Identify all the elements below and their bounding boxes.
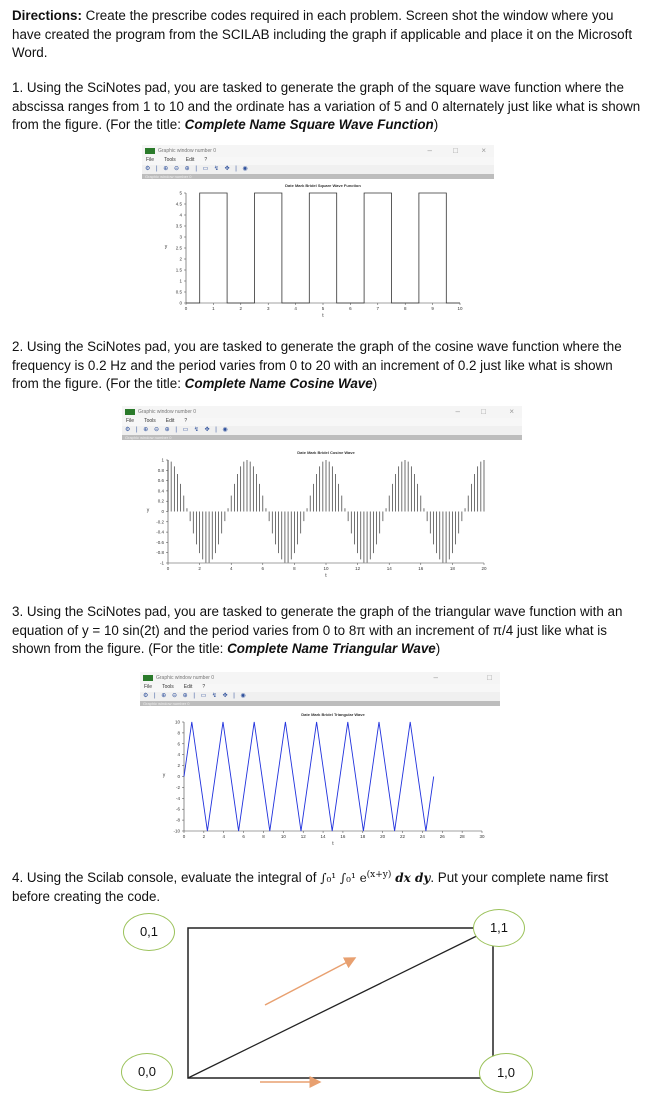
menu-tools[interactable]: Tools bbox=[162, 684, 174, 690]
close-icon[interactable]: × bbox=[481, 146, 486, 155]
y-tick-label: 4 bbox=[179, 212, 182, 218]
x-tick-label: 0 bbox=[166, 566, 170, 571]
minimize-icon[interactable]: – bbox=[433, 673, 438, 682]
corner-label-0-0: 0,0 bbox=[121, 1053, 173, 1091]
square-wave-series bbox=[186, 193, 460, 303]
menu-tools[interactable]: Tools bbox=[164, 157, 176, 163]
y-tick-label: 0.8 bbox=[157, 467, 164, 473]
x-tick-label: 4 bbox=[222, 834, 225, 839]
x-tick-label: 10 bbox=[280, 834, 286, 839]
menu-help[interactable]: ? bbox=[202, 684, 206, 690]
y-axis-label: y bbox=[162, 772, 166, 779]
integral-expression bbox=[320, 871, 430, 885]
x-tick-label: 3 bbox=[266, 306, 270, 311]
window-titlebar bbox=[122, 406, 522, 418]
directions-label: Directions: bbox=[12, 8, 82, 23]
x-tick-label: 26 bbox=[439, 834, 445, 839]
y-tick-label: -2 bbox=[175, 784, 180, 790]
directions-text: Create the prescribe codes required in each problem. Screen shot the window where you have created the program from the SCILAB including the graph if applicable and place it on the Microsoft Word. bbox=[12, 8, 633, 60]
chart-title: Date Mark Bridel Square Wave Function bbox=[285, 183, 361, 188]
minimize-icon[interactable]: – bbox=[427, 146, 432, 155]
y-tick-label: 0.5 bbox=[175, 289, 182, 295]
corner-label-0-1: 0,1 bbox=[123, 913, 175, 951]
cosine-wave-chart bbox=[122, 440, 522, 581]
y-tick-label: 4.5 bbox=[175, 201, 182, 207]
window-titlebar bbox=[142, 145, 494, 157]
corner-label-1-1: 1,1 bbox=[473, 909, 525, 947]
problem-3-title-hint: Complete Name Triangular Wave bbox=[227, 641, 436, 656]
y-tick-label: 1.5 bbox=[175, 267, 182, 273]
close-icon[interactable]: × bbox=[509, 407, 514, 416]
x-tick-label: 1 bbox=[212, 306, 215, 311]
menubar bbox=[122, 418, 522, 426]
x-tick-label: 8 bbox=[262, 834, 265, 839]
problem-1-body: 1. Using the SciNotes pad, you are tasked to generate the graph of the square wave function where the abscissa ranges from 1 to 10 and the ordinate has a variation of 5 and 0 alternately just like what is shown from the figure. (For the title: bbox=[12, 80, 641, 132]
scilab-logo-icon bbox=[143, 675, 153, 681]
y-tick-label: -6 bbox=[175, 806, 180, 812]
problem-1-close: ) bbox=[433, 117, 439, 132]
y-tick-label: 6 bbox=[177, 741, 180, 747]
problem-3-text bbox=[12, 603, 642, 659]
problem-2-text bbox=[12, 338, 642, 394]
chart-title: Date Mark Bridel Cosine Wave bbox=[297, 450, 355, 455]
maximize-icon[interactable]: □ bbox=[453, 146, 458, 155]
problem-4-body: 4. Using the Scilab console, evaluate the integral of bbox=[12, 870, 321, 885]
x-tick-label: 9 bbox=[431, 306, 434, 311]
corner-label-1-0: 1,0 bbox=[479, 1053, 533, 1093]
graphic-window-2 bbox=[122, 406, 522, 581]
y-tick-label: 2 bbox=[179, 256, 182, 262]
problem-4-text bbox=[12, 866, 642, 906]
unit-square-diagram bbox=[0, 905, 666, 1115]
x-axis-label: t bbox=[322, 313, 324, 319]
y-tick-label: 0 bbox=[161, 509, 164, 514]
problem-3-close: ) bbox=[435, 641, 441, 656]
directions-paragraph bbox=[12, 7, 642, 63]
y-tick-label: 8 bbox=[177, 730, 180, 736]
menu-help[interactable]: ? bbox=[204, 157, 208, 163]
x-tick-label: 14 bbox=[320, 834, 326, 839]
x-tick-label: 2 bbox=[198, 566, 201, 571]
x-axis-label: t bbox=[325, 573, 327, 579]
y-axis-label: y bbox=[146, 507, 150, 514]
chart-title: Date Mark Bridel Triangular Wave bbox=[301, 712, 365, 717]
problem-1-text bbox=[12, 79, 642, 135]
y-tick-label: 1 bbox=[179, 278, 182, 284]
toolbar[interactable]: ⚙ | ⊕ ⊖ ⊕ | ▭ ↯ ✥ | ◉ bbox=[142, 165, 494, 174]
x-tick-label: 5 bbox=[321, 306, 325, 311]
x-tick-label: 8 bbox=[403, 306, 407, 311]
minimize-icon[interactable]: – bbox=[455, 407, 460, 416]
x-tick-label: 0 bbox=[182, 834, 186, 839]
x-tick-label: 6 bbox=[349, 306, 352, 311]
triangular-wave-chart bbox=[140, 706, 500, 847]
x-tick-label: 4 bbox=[294, 306, 297, 311]
menu-help[interactable]: ? bbox=[184, 418, 188, 424]
y-tick-label: 2 bbox=[177, 763, 180, 769]
x-axis-label: t bbox=[332, 841, 334, 847]
x-tick-label: 18 bbox=[360, 834, 366, 839]
menu-file[interactable]: File bbox=[144, 684, 153, 690]
y-tick-label: -0.4 bbox=[156, 529, 164, 535]
x-tick-label: 14 bbox=[386, 566, 392, 571]
integral-exponent: (x+y) bbox=[366, 870, 392, 880]
problem-1-title-hint: Complete Name Square Wave Function bbox=[184, 117, 434, 132]
integral-differentials: dx dy bbox=[395, 871, 431, 885]
x-tick-label: 30 bbox=[479, 834, 485, 839]
x-tick-label: 20 bbox=[481, 566, 487, 571]
maximize-icon[interactable]: □ bbox=[487, 673, 492, 682]
y-tick-label: -0.6 bbox=[156, 539, 164, 545]
maximize-icon[interactable]: □ bbox=[481, 407, 486, 416]
statusbar: Graphic window number 0 bbox=[142, 174, 494, 179]
scilab-logo-icon bbox=[125, 409, 135, 415]
y-tick-label: 0.2 bbox=[157, 498, 164, 504]
problem-2-close: ) bbox=[372, 376, 378, 391]
x-tick-label: 12 bbox=[300, 834, 306, 839]
menu-edit[interactable]: Edit bbox=[165, 418, 175, 424]
x-tick-label: 16 bbox=[418, 566, 424, 571]
window-title: Graphic window number 0 bbox=[138, 409, 197, 415]
problem-2-body: 2. Using the SciNotes pad, you are tasked to generate the graph of the cosine wave function where the frequency is 0.2 Hz and the period varies from 0 to 20 with an increment of 0.2 just like what is shown from the figure. (For the title: bbox=[12, 339, 622, 391]
y-tick-label: -8 bbox=[175, 817, 180, 823]
menu-edit[interactable]: Edit bbox=[183, 684, 193, 690]
window-title: Graphic window number 0 bbox=[156, 675, 215, 681]
y-tick-label: 0 bbox=[177, 774, 180, 779]
toolbar[interactable]: ⚙ | ⊕ ⊖ ⊕ | ▭ ↯ ✥ | ◉ bbox=[140, 692, 500, 701]
y-tick-label: -4 bbox=[175, 795, 180, 801]
y-tick-label: 2.5 bbox=[175, 245, 182, 251]
x-tick-label: 6 bbox=[261, 566, 265, 571]
x-tick-label: 22 bbox=[400, 834, 406, 839]
window-title: Graphic window number 0 bbox=[158, 148, 217, 154]
integral-sign: ∫₀¹ ∫₀¹ e bbox=[320, 871, 367, 885]
x-tick-label: 28 bbox=[459, 834, 465, 839]
y-tick-label: 0.6 bbox=[157, 478, 164, 484]
x-tick-label: 20 bbox=[380, 834, 386, 839]
x-tick-label: 0 bbox=[184, 306, 188, 311]
triangular-wave-series bbox=[184, 722, 434, 831]
x-tick-label: 2 bbox=[202, 834, 206, 839]
y-tick-label: 4 bbox=[177, 752, 180, 758]
y-tick-label: 0 bbox=[179, 300, 182, 306]
problem-3-body: 3. Using the SciNotes pad, you are tasked to generate the graph of the triangular wave function with an equation of y = 10 sin(2t) and the period varies from 0 to 8π with an increment of π/4 just like what is shown from the figure. (For the title: bbox=[12, 604, 623, 656]
y-tick-label: 10 bbox=[174, 719, 180, 725]
x-tick-label: 2 bbox=[239, 306, 243, 311]
menu-tools[interactable]: Tools bbox=[144, 418, 156, 424]
y-tick-label: 0.4 bbox=[157, 488, 164, 494]
graphic-window-1 bbox=[142, 145, 494, 320]
y-tick-label: 3.5 bbox=[175, 223, 182, 229]
x-tick-label: 12 bbox=[355, 566, 361, 571]
y-tick-label: -0.2 bbox=[156, 519, 164, 525]
y-tick-label: 1 bbox=[161, 457, 164, 463]
problem-2-title-hint: Complete Name Cosine Wave bbox=[184, 376, 373, 391]
y-tick-label: -10 bbox=[173, 828, 180, 834]
x-tick-label: 10 bbox=[323, 566, 329, 571]
menubar bbox=[142, 157, 494, 165]
menu-file[interactable]: File bbox=[146, 157, 155, 163]
scilab-logo-icon bbox=[145, 148, 155, 154]
x-tick-label: 4 bbox=[229, 566, 233, 571]
x-tick-label: 6 bbox=[242, 834, 245, 839]
x-tick-label: 16 bbox=[340, 834, 346, 839]
square-wave-chart bbox=[142, 179, 494, 320]
window-titlebar bbox=[140, 672, 500, 684]
x-tick-label: 10 bbox=[457, 306, 463, 311]
statusbar: Graphic window number 0 bbox=[140, 701, 500, 706]
menu-file[interactable]: File bbox=[126, 418, 135, 424]
x-tick-label: 7 bbox=[376, 306, 380, 311]
x-tick-label: 8 bbox=[293, 566, 296, 571]
toolbar[interactable]: ⚙ | ⊕ ⊖ ⊕ | ▭ ↯ ✥ | ◉ bbox=[122, 426, 522, 435]
y-tick-label: 5 bbox=[179, 190, 182, 196]
diagonal-line bbox=[188, 928, 493, 1078]
y-axis-label: y bbox=[164, 244, 168, 250]
x-tick-label: 24 bbox=[419, 834, 425, 839]
menu-edit[interactable]: Edit bbox=[185, 157, 195, 163]
y-tick-label: -0.8 bbox=[156, 550, 164, 556]
diagonal-arrow bbox=[265, 958, 355, 1005]
problem-4-body-end: . Put your complete name first before creating the code. bbox=[12, 870, 609, 904]
y-tick-label: -1 bbox=[159, 560, 164, 566]
x-tick-label: 18 bbox=[449, 566, 455, 571]
statusbar: Graphic window number 0 bbox=[122, 435, 522, 440]
graphic-window-3 bbox=[140, 672, 500, 847]
menubar bbox=[140, 684, 500, 692]
y-tick-label: 3 bbox=[179, 234, 182, 240]
